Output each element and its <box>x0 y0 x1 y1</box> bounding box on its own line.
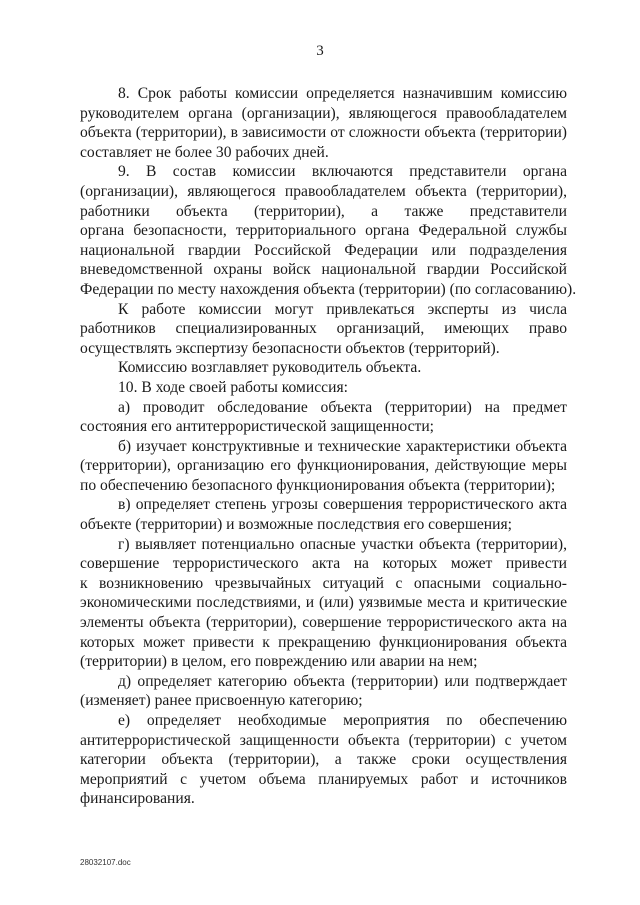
text-line: 10. В ходе своей работы комиссия: <box>118 378 348 396</box>
text-line: К работе комиссии могут привлекаться эксперты из числа <box>118 300 567 318</box>
text-line: мероприятий с учетом объема планируемых работ и источников <box>80 770 567 788</box>
text-line: е) определяет необходимые мероприятия по обеспечению <box>118 712 567 729</box>
text-line: Комиссию возглавляет руководитель объекта. <box>118 359 422 377</box>
text-line: работников специализированных организаций, имеющих право <box>80 320 567 338</box>
text-line: работники объекта (территории), а также представители <box>80 202 567 220</box>
text-line: составляет не более 30 рабочих дней. <box>80 143 329 161</box>
document-file-id: 28032107.doc <box>80 858 131 867</box>
text-line: г) выявляет потенциально опасные участки объекта (территории), <box>118 535 567 553</box>
text-line: (организации), являющегося правообладателем объекта (территории), <box>80 182 567 200</box>
text-line: в) определяет степень угрозы совершения террористического акта <box>118 496 567 514</box>
text-line: состояния его антитеррористической защищенности; <box>80 418 435 436</box>
text-line: (территории) в целом, его повреждению или аварии на нем; <box>80 653 478 671</box>
text-line: б) изучает конструктивные и технические характеристики объекта <box>118 437 567 455</box>
text-line: осуществлять экспертизу безопасности объектов (территорий). <box>80 339 500 357</box>
text-line: (изменяет) ранее присвоенную категорию; <box>80 692 363 710</box>
text-line: элементы объекта (территории), совершение террористического акта на <box>80 614 567 632</box>
text-line: объекта (территории), в зависимости от сложности объекта (территории) <box>80 124 567 142</box>
text-line: категории объекта (территории), а также сроки осуществления <box>80 751 567 769</box>
text-line: финансирования. <box>80 790 195 808</box>
text-line: (территории), организацию его функционирования, действующие меры <box>80 457 567 475</box>
text-line: экономическими последствиями, и (или) уязвимые места и критические <box>80 594 567 612</box>
text-line: совершение террористического акта на которых может привести <box>80 555 567 573</box>
text-line: органа безопасности, территориального органа Федеральной службы <box>80 222 567 240</box>
text-line: антитеррористической защищенности объекта (территории) с учетом <box>80 731 567 749</box>
text-line: Федерации по месту нахождения объекта (территории) (по согласованию). <box>80 280 577 298</box>
text-line: д) определяет категорию объекта (территории) или подтверждает <box>118 672 567 690</box>
text-line: объекте (территории) и возможные последствия его совершения; <box>80 516 512 534</box>
text-line: 8. Срок работы комиссии определяется назначившим комиссию <box>118 85 567 102</box>
text-line: по обеспечению безопасного функционирования объекта (территории); <box>80 476 556 494</box>
text-line: которых может привести к прекращению функционирования объекта <box>80 633 567 651</box>
text-line: к возникновению чрезвычайных ситуаций с опасными социально- <box>80 574 567 592</box>
text-line: руководителем органа (организации), являющегося правообладателем <box>80 104 567 122</box>
page-number: 3 <box>316 43 324 59</box>
text-line: национальной гвардии Российской Федерации или подразделения <box>80 241 567 259</box>
document-body <box>80 84 577 809</box>
text-line: а) проводит обследование объекта (территории) на предмет <box>118 398 567 416</box>
text-line: 9. В состав комиссии включаются представители органа <box>118 163 567 181</box>
text-line: вневедомственной охраны войск национальной гвардии Российской <box>80 261 567 279</box>
